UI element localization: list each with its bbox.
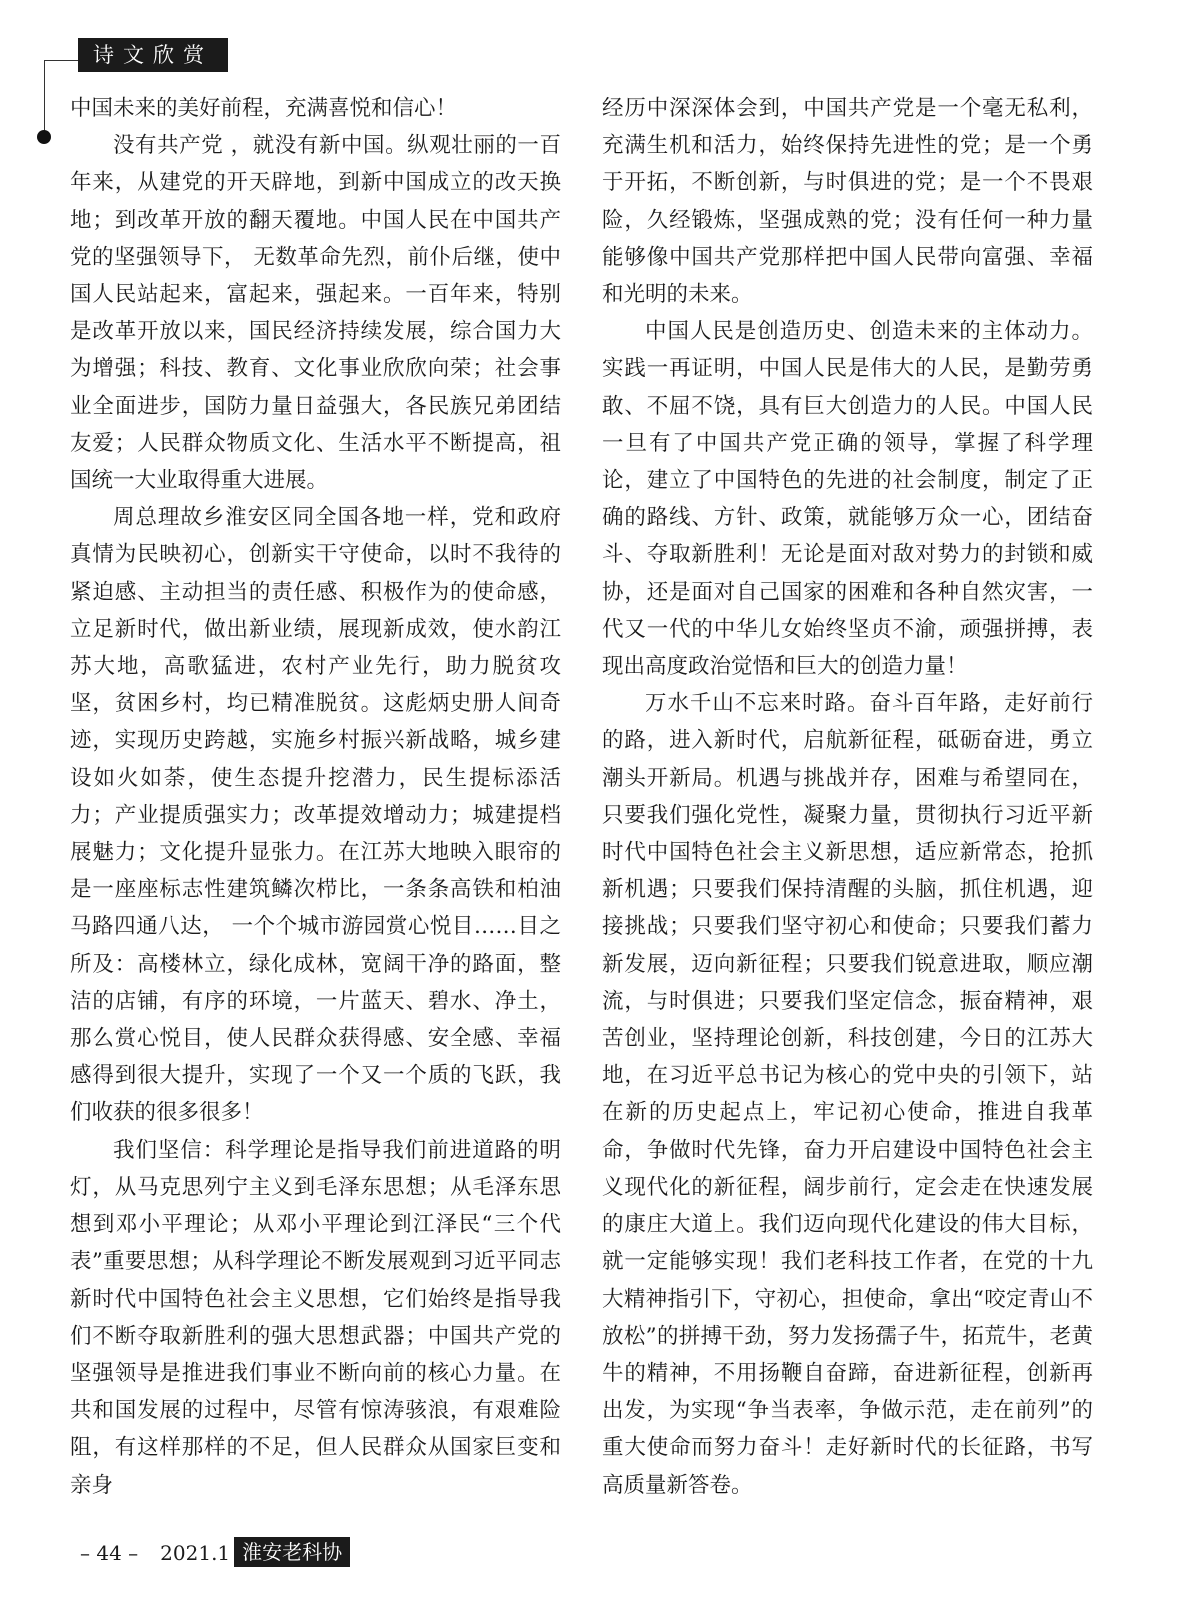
issue-number: 2021.1 [160, 1541, 231, 1565]
header-rule-horizontal [44, 60, 78, 61]
section-tag: 诗文欣赏 [78, 38, 228, 72]
article-column-right [602, 90, 1093, 1504]
page-footer [80, 1533, 350, 1567]
paragraph: 中国未来的美好前程，充满喜悦和信心！ [70, 96, 458, 121]
page-number: – 44 – [80, 1541, 139, 1565]
paragraph: 没有共产党 ，就没有新中国。纵观壮丽的一百年来，从建党的开天辟地，到新中国成立的改天换地；到改革开放的翻天覆地。中国人民在中国共产党的坚强领导下， 无数革命先烈，前仆后继，使中国人民站起来，富起来，强起来。一百年来，特别是改革开放以来，国民经济持续发展，综合国力大为增强；科技、教育、文化事业欣欣向荣；社会事业全面进步，国防力量日益强大，各民族兄弟团结友爱；人民群众物质文化、生活水平不断提高，祖国统一大业取得重大进展。 [70, 133, 561, 494]
paragraph: 经历中深深体会到，中国共产党是一个毫无私利，充满生机和活力，始终保持先进性的党；是一个勇于开拓，不断创新，与时俱进的党；是一个不畏艰险，久经锻炼，坚强成熟的党；没有任何一种力量能够像中国共产党那样把中国人民带向富强、幸福和光明的未来。 [602, 96, 1093, 308]
magazine-name: 淮安老科协 [234, 1537, 350, 1567]
paragraph: 我们坚信：科学理论是指导我们前进道路的明灯，从马克思列宁主义到毛泽东思想；从毛泽东思想到邓小平理论；从邓小平理论到江泽民“三个代表”重要思想；从科学理论不断发展观到习近平同志新时代中国特色社会主义思想，它们始终是指导我们不断夺取新胜利的强大思想武器；中国共产党的坚强领导是推进我们事业不断向前的核心力量。在共和国发展的过程中，尽管有惊涛骇浪，有艰难险阻，有这样那样的不足，但人民群众从国家巨变和亲身 [70, 1137, 561, 1498]
paragraph: 周总理故乡淮安区同全国各地一样，党和政府真情为民映初心，创新实干守使命，以时不我待的紧迫感、主动担当的责任感、积极作为的使命感，立足新时代，做出新业绩，展现新成效，使水韵江苏大地，高歌猛进，农村产业先行，助力脱贫攻坚，贫困乡村，均已精准脱贫。这彪炳史册人间奇迹，实现历史跨越，实施乡村振兴新战略，城乡建设如火如荼，使生态提升挖潜力，民生提标添活力；产业提质强实力；改革提效增动力；城建提档展魅力；文化提升显张力。在江苏大地映入眼帘的是一座座标志性建筑鳞次栉比，一条条高铁和柏油马路四通八达， 一个个城市游园赏心悦目……目之所及：高楼林立，绿化成林，宽阔干净的路面，整洁的店铺，有序的环境，一片蓝天、碧水、净土，那么赏心悦目，使人民群众获得感、安全感、幸福感得到很大提升，实现了一个又一个质的飞跃，我们收获的很多很多！ [70, 505, 561, 1126]
paragraph: 中国人民是创造历史、创造未来的主体动力。实践一再证明，中国人民是伟大的人民，是勤劳勇敢、不屈不饶，具有巨大创造力的人民。中国人民一旦有了中国共产党正确的领导，掌握了科学理论，建立了中国特色的先进的社会制度，制定了正确的路线、方针、政策，就能够万众一心，团结奋斗、夺取新胜利！无论是面对敌对势力的封锁和威协，还是面对自己国家的困难和各种自然灾害，一代又一代的中华儿女始终坚贞不渝，顽强拼搏，表现出高度政治觉悟和巨大的创造力量！ [602, 319, 1093, 680]
bullet-dot [37, 130, 51, 144]
article-column-left [70, 90, 561, 1504]
paragraph: 万水千山不忘来时路。奋斗百年路，走好前行的路，进入新时代，启航新征程，砥砺奋进，勇立潮头开新局。机遇与挑战并存，困难与希望同在，只要我们强化党性，凝聚力量，贯彻执行习近平新时代中国特色社会主义新思想，适应新常态，抢抓新机遇；只要我们保持清醒的头脑，抓住机遇，迎接挑战；只要我们坚守初心和使命；只要我们蓄力新发展，迈向新征程；只要我们锐意进取，顺应潮流，与时俱进；只要我们坚定信念，振奋精神，艰苦创业，坚持理论创新，科技创建，今日的江苏大地，在习近平总书记为核心的党中央的引领下，站在新的历史起点上，牢记初心使命，推进自我革命，争做时代先锋，奋力开启建设中国特色社会主义现代化的新征程，阔步前行，定会走在快速发展的康庄大道上。我们迈向现代化建设的伟大目标，就一定能够实现！我们老科技工作者，在党的十九大精神指引下，守初心，担使命，拿出“咬定青山不放松”的拼搏干劲，努力发扬孺子牛，拓荒牛，老黄牛的精神，不用扬鞭自奋蹄，奋进新征程，创新再出发，为实现“争当表率，争做示范，走在前列”的重大使命而努力奋斗！走好新时代的长征路，书写高质量新答卷。 [602, 691, 1093, 1498]
header-rule-vertical [44, 60, 45, 136]
